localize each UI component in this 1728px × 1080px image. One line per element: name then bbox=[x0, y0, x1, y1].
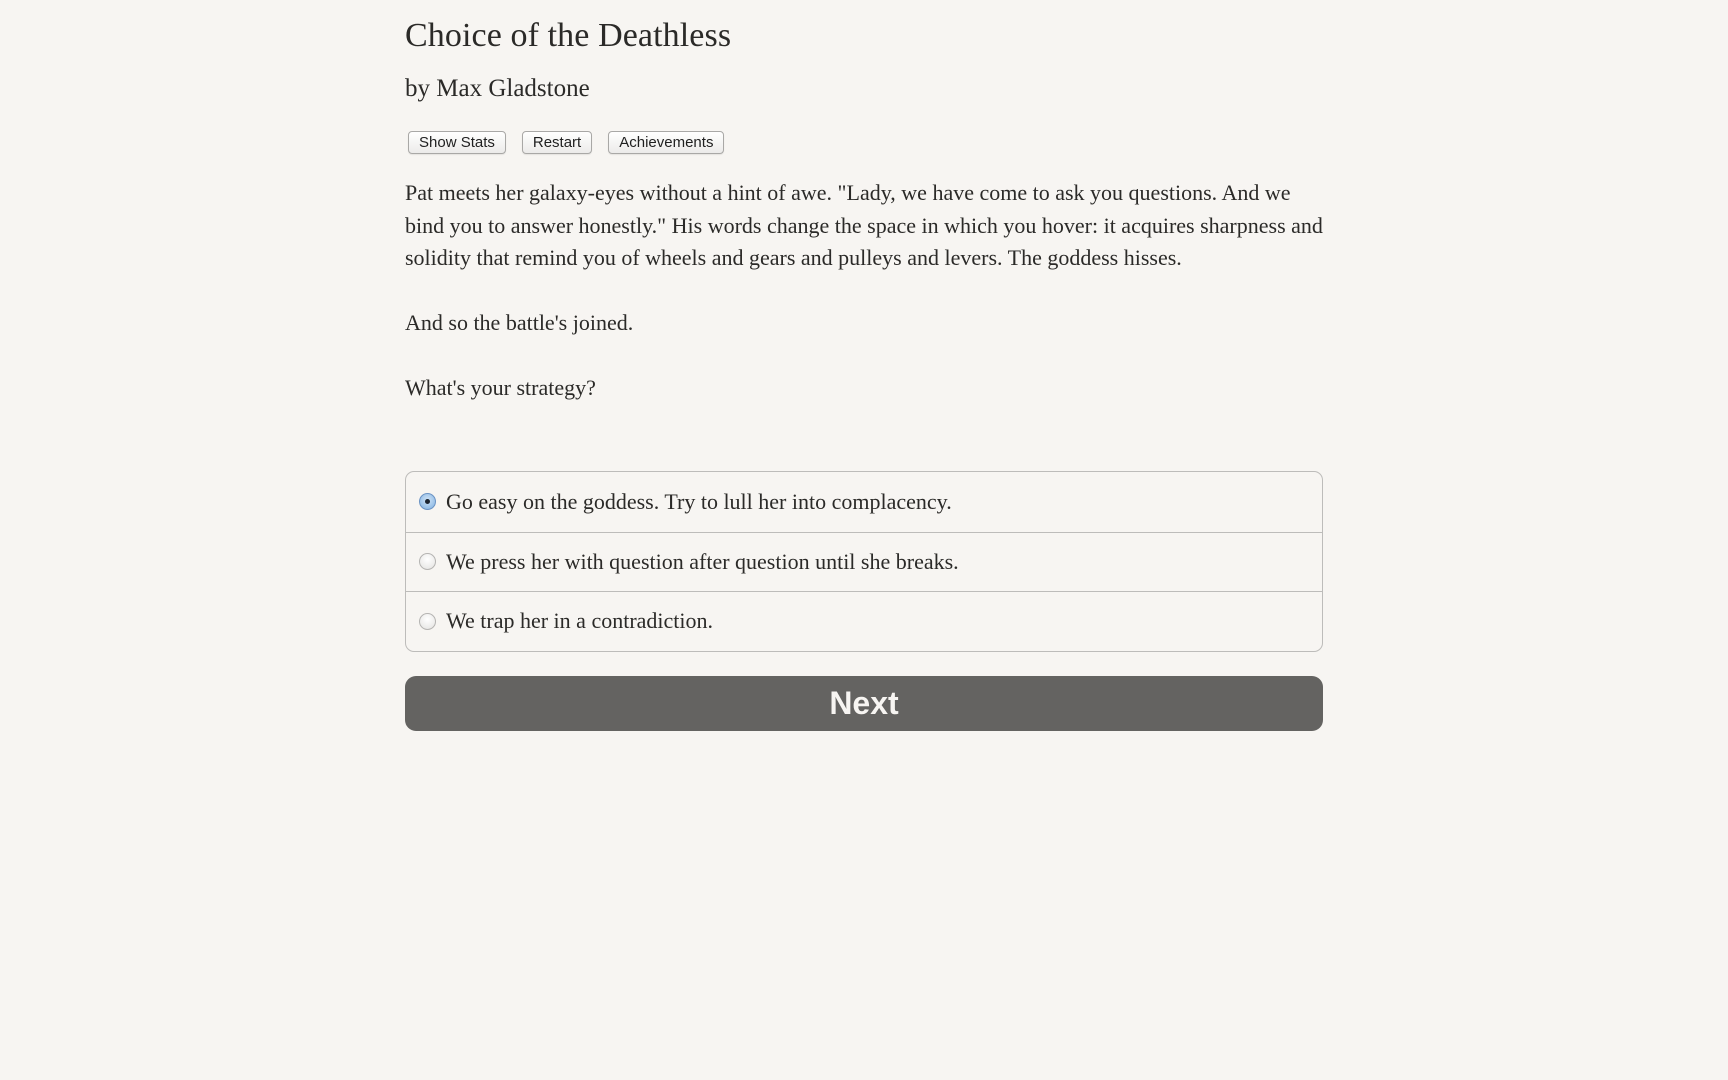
toolbar bbox=[408, 131, 724, 154]
choice-label: We press her with question after question until she breaks. bbox=[446, 548, 959, 574]
choice-option-1[interactable] bbox=[406, 472, 1322, 532]
radio-selected-icon[interactable] bbox=[419, 493, 436, 510]
choice-label: We trap her in a contradiction. bbox=[446, 608, 714, 634]
radio-unselected-icon[interactable] bbox=[419, 613, 436, 630]
show-stats-button[interactable]: Show Stats bbox=[408, 131, 506, 154]
story-text bbox=[405, 177, 1323, 437]
choice-option-3[interactable] bbox=[406, 591, 1322, 651]
choice-option-2[interactable] bbox=[406, 532, 1322, 592]
next-button[interactable]: Next bbox=[405, 676, 1323, 731]
achievements-button[interactable]: Achievements bbox=[608, 131, 724, 154]
game-author: by Max Gladstone bbox=[405, 75, 590, 102]
story-question: What's your strategy? bbox=[405, 375, 596, 400]
choice-label: Go easy on the goddess. Try to lull her into complacency. bbox=[446, 488, 952, 514]
radio-unselected-icon[interactable] bbox=[419, 553, 436, 570]
story-paragraph: Pat meets her galaxy-eyes without a hint of awe. "Lady, we have come to ask you questions. And we bind you to answer honestly." His words change the space in which you hover: it acquires sharpness and solidity that remind you of wheels and gears and pulleys and levers. The goddess hisses. bbox=[405, 180, 1323, 270]
restart-button[interactable]: Restart bbox=[522, 131, 592, 154]
game-title: Choice of the Deathless bbox=[405, 17, 732, 54]
story-paragraph: And so the battle's joined. bbox=[405, 310, 634, 335]
choice-list bbox=[405, 471, 1323, 652]
